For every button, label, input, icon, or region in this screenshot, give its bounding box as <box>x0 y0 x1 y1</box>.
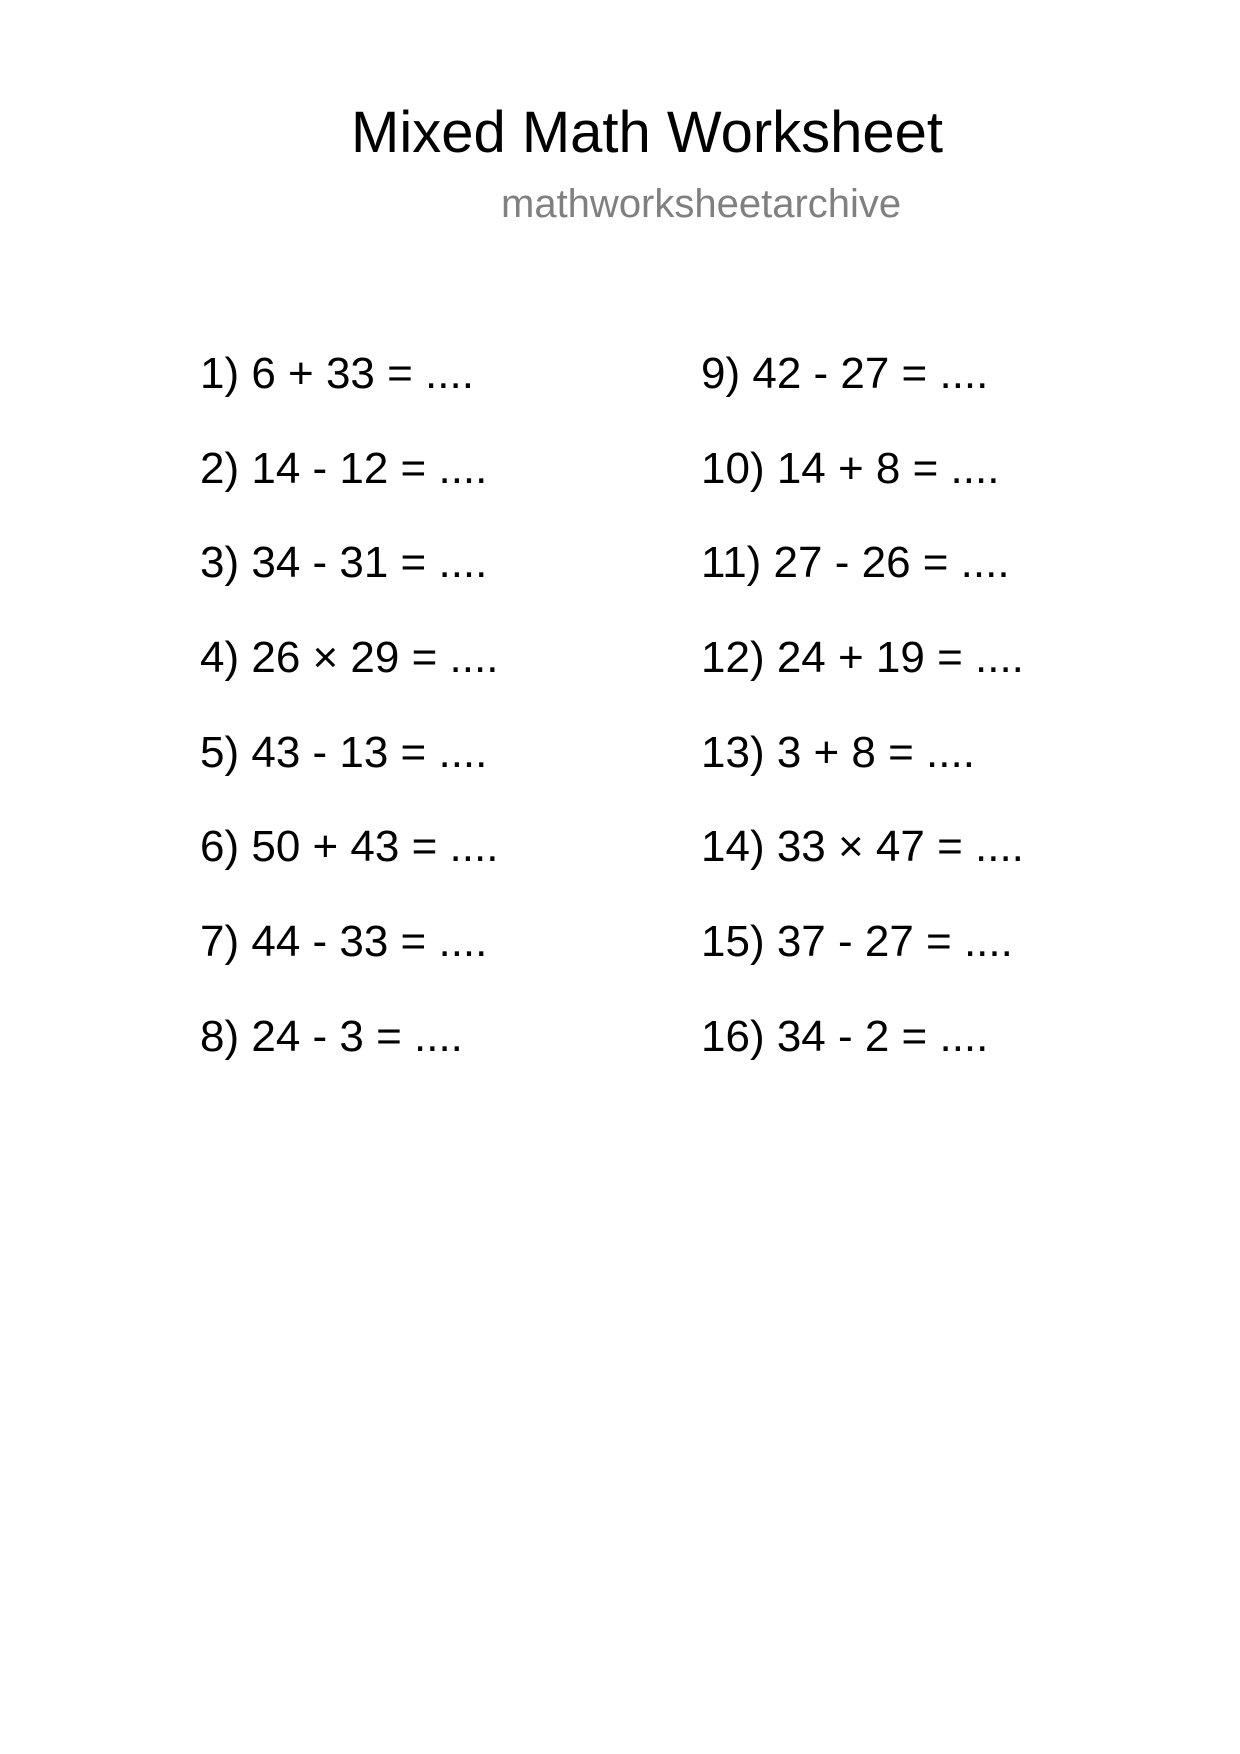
problem-13: 13) 3 + 8 = .... <box>701 727 975 777</box>
problem-1: 1) 6 + 33 = .... <box>200 349 474 398</box>
problem-16: 16) 34 - 2 = .... <box>701 1011 989 1061</box>
problem-6: 6) 50 + 43 = .... <box>200 822 499 872</box>
problem-4: 4) 26 × 29 = .... <box>200 633 499 683</box>
problem-8: 8) 24 - 3 = .... <box>200 1011 463 1061</box>
problem-12: 12) 24 + 19 = .... <box>701 633 1024 683</box>
problem-15: 15) 37 - 27 = .... <box>701 917 1013 967</box>
problem-3: 3) 34 - 31 = .... <box>200 538 488 588</box>
problem-10: 10) 14 + 8 = .... <box>701 443 1000 493</box>
worksheet-source: mathworksheetarchive <box>501 182 902 226</box>
problem-14: 14) 33 × 47 = .... <box>701 822 1024 872</box>
worksheet-title: Mixed Math Worksheet <box>351 100 944 165</box>
problem-column-right <box>701 349 1181 1107</box>
problem-column-left <box>200 349 680 1107</box>
problem-9: 9) 42 - 27 = .... <box>701 349 989 398</box>
problem-2: 2) 14 - 12 = .... <box>200 443 488 493</box>
problem-7: 7) 44 - 33 = .... <box>200 917 488 967</box>
problem-11: 11) 27 - 26 = .... <box>701 538 1010 588</box>
problem-5: 5) 43 - 13 = .... <box>200 727 488 777</box>
